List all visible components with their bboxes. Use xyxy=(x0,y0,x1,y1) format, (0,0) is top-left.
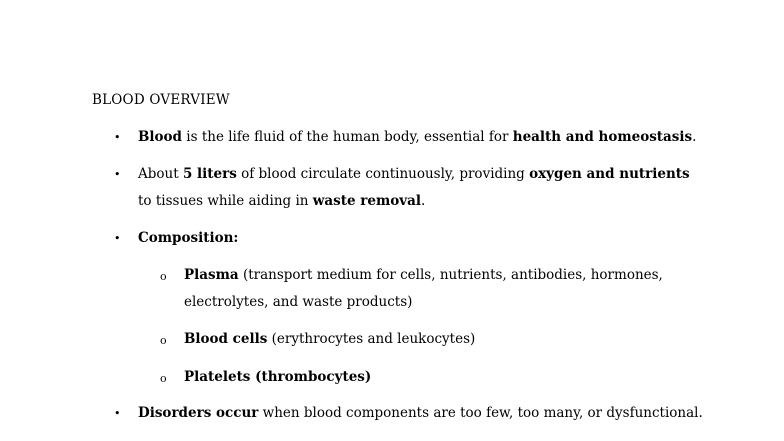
bold-text: Blood cells xyxy=(184,331,268,347)
body-text: when blood components are too few, too many, or dysfunctional. xyxy=(258,405,703,421)
bold-text: Plasma xyxy=(184,267,239,283)
bullet-item-disorders xyxy=(114,400,738,427)
sub-item-blood-cells xyxy=(160,326,704,353)
sub-item-plasma xyxy=(160,262,704,316)
sub-bullet-marker: o xyxy=(160,270,167,283)
bullet-item-composition xyxy=(114,225,698,252)
sub-item-platelets xyxy=(160,364,704,391)
bullet-item-volume xyxy=(114,161,698,215)
body-text: . xyxy=(692,129,697,145)
bold-text: Composition: xyxy=(138,230,239,246)
bold-text: Disorders occur xyxy=(138,405,259,421)
bullet-marker: • xyxy=(114,131,121,144)
sub-bullet-marker: o xyxy=(160,372,167,385)
sub-bullet-marker: o xyxy=(160,334,167,347)
document-title: BLOOD OVERVIEW xyxy=(92,92,230,108)
bullet-marker: • xyxy=(114,407,121,420)
body-text: (transport medium for cells, nutrients, antibodies, hormones, electrolytes, and waste products) xyxy=(184,267,663,310)
body-text: About xyxy=(138,166,183,182)
bold-text: 5 liters xyxy=(182,166,237,182)
body-text: . xyxy=(421,193,426,209)
body-text: of blood circulate continuously, providing xyxy=(236,166,530,182)
body-text: to tissues while aiding in xyxy=(138,193,313,209)
body-text: (erythrocytes and leukocytes) xyxy=(267,331,476,347)
bold-text: waste removal xyxy=(312,193,421,209)
bullet-item-blood xyxy=(114,124,698,151)
bullet-marker: • xyxy=(114,232,121,245)
bold-text: health and homeostasis xyxy=(512,129,693,145)
bullet-marker: • xyxy=(114,168,121,181)
bold-text: Platelets (thrombocytes) xyxy=(184,369,372,385)
body-text: is the life fluid of the human body, essential for xyxy=(182,129,513,145)
bold-text: Blood xyxy=(138,129,182,145)
bold-text: oxygen and nutrients xyxy=(529,166,690,182)
